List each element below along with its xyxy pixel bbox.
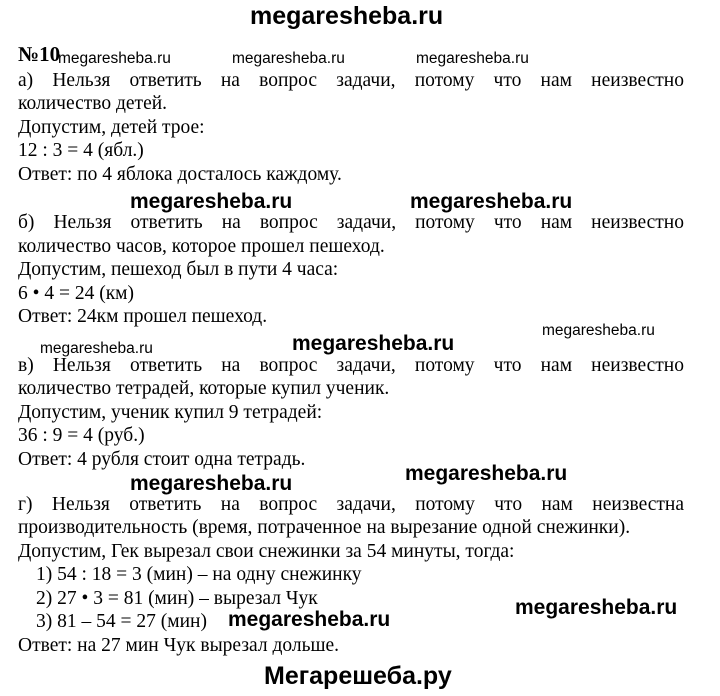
watermark-mid: megaresheba.ru xyxy=(515,596,678,619)
section-g-answer: Ответ: на 27 мин Чук вырезал дольше. xyxy=(18,635,340,656)
section-g-step-3: 3) 81 – 54 = 27 (мин) xyxy=(36,611,207,632)
section-v-line-2: количество тетрадей, которые купил ученик. xyxy=(18,378,390,399)
watermark-small: megaresheba.ru xyxy=(416,50,529,67)
footer-watermark: Мегарешеба.ру xyxy=(264,662,452,690)
section-g-step-1: 1) 54 : 18 = 3 (мин) – на одну снежинку xyxy=(36,564,362,585)
section-b-line-1: б) Нельзя ответить на вопрос задачи, потому что нам неизвестно xyxy=(18,212,684,233)
section-v-line-1: в) Нельзя ответить на вопрос задачи, потому что нам неизвестно xyxy=(18,355,684,376)
watermark-mid: megaresheba.ru xyxy=(405,462,568,485)
watermark-small: megaresheba.ru xyxy=(542,322,655,339)
watermark-small: megaresheba.ru xyxy=(40,340,153,357)
section-g-step-2: 2) 27 • 3 = 81 (мин) – вырезал Чук xyxy=(36,588,318,609)
section-v-line-3: Допустим, ученик купил 9 тетрадей: xyxy=(18,402,323,423)
watermark-small: megaresheba.ru xyxy=(58,50,171,67)
section-a-line-4: 12 : 3 = 4 (ябл.) xyxy=(18,140,144,161)
watermark-mid: megaresheba.ru xyxy=(130,190,293,213)
watermark-mid-overlap: megaresheba.ru xyxy=(228,608,391,631)
watermark-small: megaresheba.ru xyxy=(232,50,345,67)
section-a-line-5: Ответ: по 4 яблока досталось каждому. xyxy=(18,164,342,185)
watermark-mid: megaresheba.ru xyxy=(292,332,455,355)
watermark-mid: megaresheba.ru xyxy=(410,190,573,213)
watermark-mid: megaresheba.ru xyxy=(130,472,293,495)
section-g-line-2: производительность (время, потраченное на вырезание одной снежинки). xyxy=(18,517,631,538)
section-b-line-5: Ответ: 24км прошел пешеход. xyxy=(18,306,268,327)
section-v-line-5: Ответ: 4 рубля стоит одна тетрадь. xyxy=(18,449,306,470)
section-b-line-2: количество часов, которое прошел пешеход. xyxy=(18,236,385,257)
section-g-line-3: Допустим, Гек вырезал свои снежинки за 54 минуты, тогда: xyxy=(18,541,515,562)
section-b-line-4: 6 • 4 = 24 (км) xyxy=(18,283,135,304)
section-v-line-4: 36 : 9 = 4 (руб.) xyxy=(18,425,145,446)
section-a-line-2: количество детей. xyxy=(18,93,168,114)
section-g-line-1: г) Нельзя ответить на вопрос задачи, потому что нам неизвестна xyxy=(18,494,684,515)
section-a-line-1: а) Нельзя ответить на вопрос задачи, потому что нам неизвестно xyxy=(18,70,684,91)
header-watermark: megaresheba.ru xyxy=(250,2,444,30)
section-b-line-3: Допустим, пешеход был в пути 4 часа: xyxy=(18,259,339,280)
problem-number: №10 xyxy=(18,42,61,66)
section-a-line-3: Допустим, детей трое: xyxy=(18,117,205,138)
